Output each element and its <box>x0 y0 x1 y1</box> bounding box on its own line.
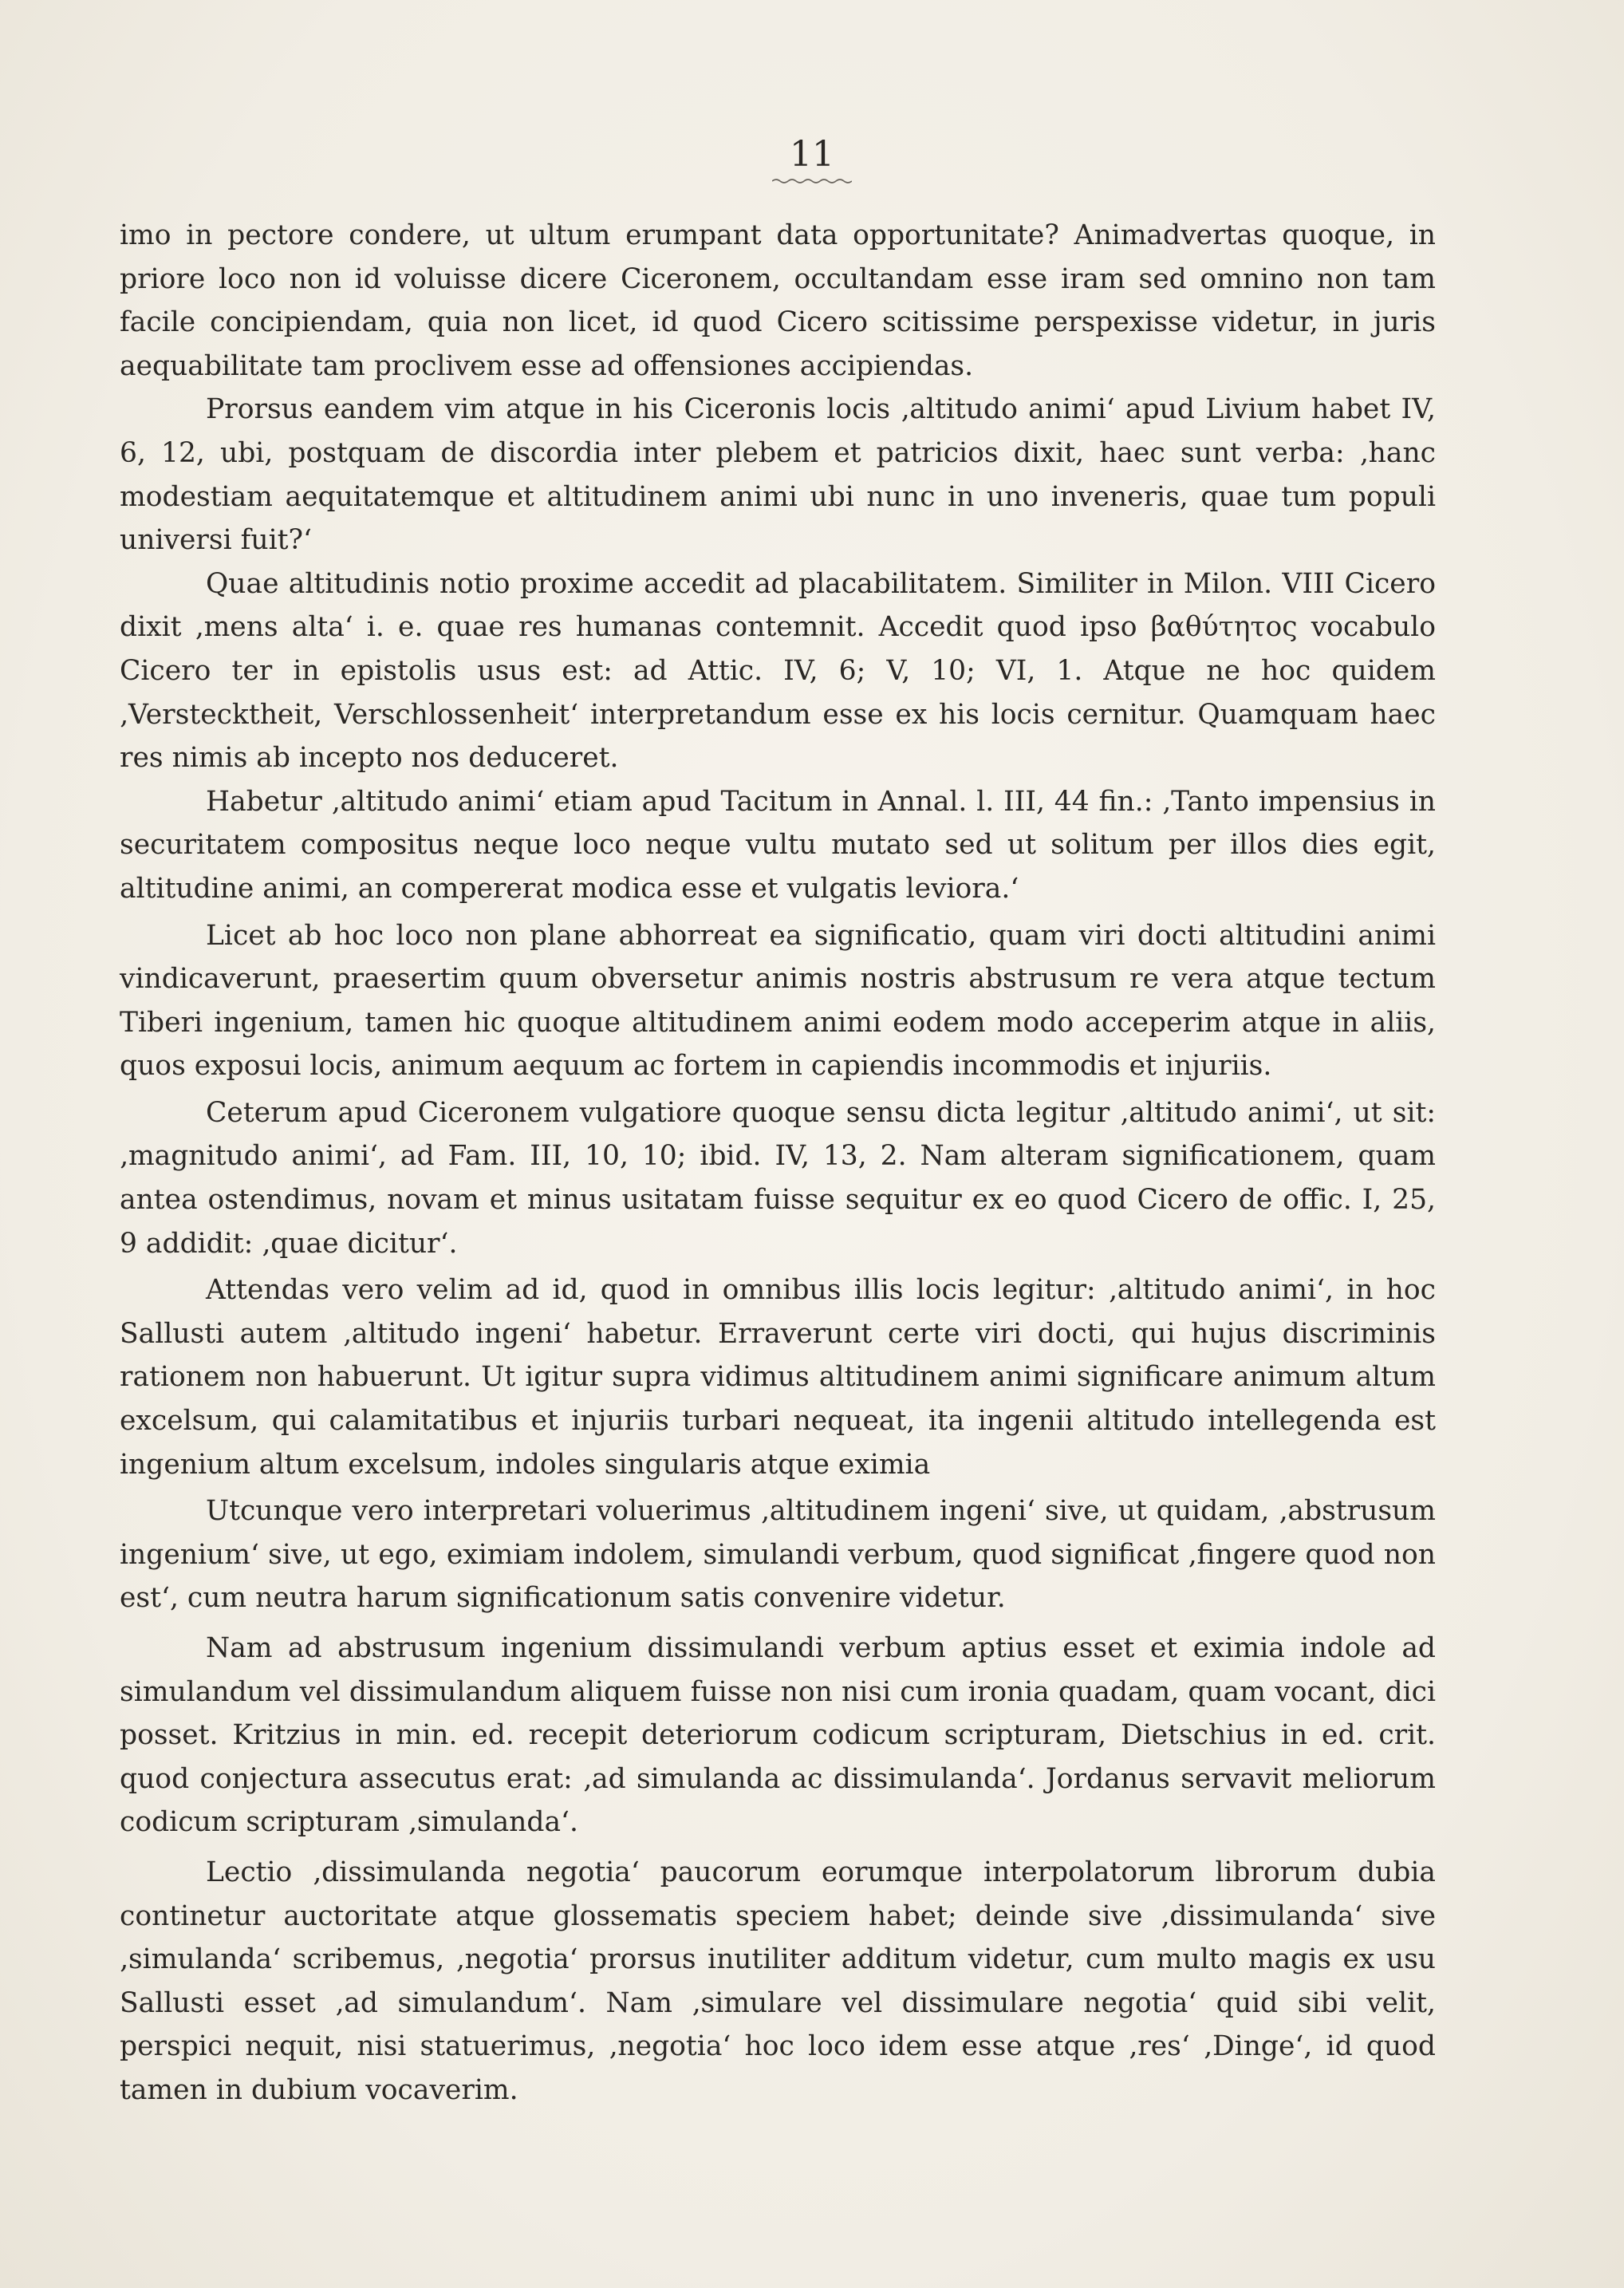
paragraph-3: Quae altitudinis notio proxime accedit ad placabilitatem. Similiter in Milon. VIII Cicero dixit ‚mens alta‘ i. e. quae res humanas contemnit. Accedit quod ipso βαθύτητος vocabulo Cicero ter in epistolis usus est: ad Attic. IV, 6; V, 10; VI, 1. Atque ne hoc quidem ‚Verstecktheit, Verschlossenheit‘ interpretandum esse ex his locis cernitur. Quamquam haec res nimis ab incepto nos deduceret. <box>120 567 1436 775</box>
paragraph-10: Lectio ‚dissimulanda negotia‘ paucorum eorumque interpolatorum librorum dubia continetur auctoritate atque glossematis speciem habet; deinde sive ‚dissimulanda‘ sive ‚simulanda‘ scribemus, ‚negotia‘ prorsus inutiliter additum videtur, cum multo magis ex usu Sallusti esset ‚ad simulandum‘. Nam ‚simulare vel dissimulare negotia‘ quid sibi velit, perspici nequit, nisi statuerimus, ‚negotia‘ hoc loco idem esse atque ‚res‘ ‚Dinge‘, id quod tamen in dubium vocaverim. <box>120 1856 1436 2106</box>
paragraph-4: Habetur ‚altitudo animi‘ etiam apud Tacitum in Annal. l. III, 44 fin.: ‚Tanto impensius in securitatem compositus neque loco neque vultu mutato sed ut solitum per illos dies egit, altitudine animi, an compererat modica esse et vulgatis leviora.‘ <box>120 785 1436 905</box>
paragraph-7: Attendas vero velim ad id, quod in omnibus illis locis legitur: ‚altitudo animi‘, in hoc Sallusti autem ‚altitudo ingeni‘ habetur. Erraverunt certe viri docti, qui hujus discriminis rationem non habuerunt. Ut igitur supra vidimus altitudinem animi significare animum altum excelsum, qui calamitatibus et injuriis turbari nequeat, ita ingenii altitudo intellegenda est ingenium altum excelsum, indoles singularis atque eximia <box>120 1274 1436 1481</box>
paragraph-5: Licet ab hoc loco non plane abhorreat ea significatio, quam viri docti altitudini animi vindicaverunt, praesertim quum obversetur animis nostris abstrusum re vera atque tectum Tiberi ingenium, tamen hic quoque altitudinem animi eodem modo acceperim atque in aliis, quos exposui locis, animum aequum ac fortem in capiendis incommodis et injuriis. <box>120 919 1436 1083</box>
paragraph-9: Nam ad abstrusum ingenium dissimulandi verbum aptius esset et eximia indole ad simulandum vel dissimulandum aliquem fuisse non nisi cum ironia quadam, quam vocant, dici posset. Kritzius in min. ed. recepit deteriorum codicum scripturam, Dietschius in ed. crit. quod conjectura assecutus erat: ‚ad simulanda ac dissimulanda‘. Jordanus servavit meliorum codicum scripturam ‚simulanda‘. <box>120 1632 1436 1839</box>
paragraph-8: Utcunque vero interpretari voluerimus ‚altitudinem ingeni‘ sive, ut quidam, ‚abstrusum ingenium‘ sive, ut ego, eximiam indolem, simulandi verbum, quod significat ‚fingere quod non est‘, cum neutra harum significationum satis convenire videtur. <box>120 1495 1436 1615</box>
body-text <box>120 214 1436 2112</box>
ornament-rule <box>772 177 852 185</box>
paragraph-2: Prorsus eandem vim atque in his Ciceronis locis ‚altitudo animi‘ apud Livium habet IV, 6, 12, ubi, postquam de discordia inter plebem et patricios dixit, haec sunt verba: ‚hanc modestiam aequitatemque et altitudinem animi ubi nunc in uno inveneris, quae tum populi universi fuit?‘ <box>120 393 1436 557</box>
paragraph-1: imo in pectore condere, ut ultum erumpant data opportunitate? Animadvertas quoque, in priore loco non id voluisse dicere Ciceronem, occultandam esse iram sed omnino non tam facile concipiendam, quia non licet, id quod Cicero scitissime perspexisse videtur, in juris aequabilitate tam proclivem esse ad offensiones accipiendas. <box>120 219 1436 382</box>
page-number: 11 <box>790 134 834 175</box>
paragraph-6: Ceterum apud Ciceronem vulgatiore quoque sensu dicta legitur ‚altitudo animi‘, ut sit: ‚magnitudo animi‘, ad Fam. III, 10, 10; ibid. IV, 13, 2. Nam alteram significationem, quam antea ostendimus, novam et minus usitatam fuisse sequitur ex eo quod Cicero de offic. I, 25, 9 addidit: ‚quae dicitur‘. <box>120 1096 1436 1260</box>
